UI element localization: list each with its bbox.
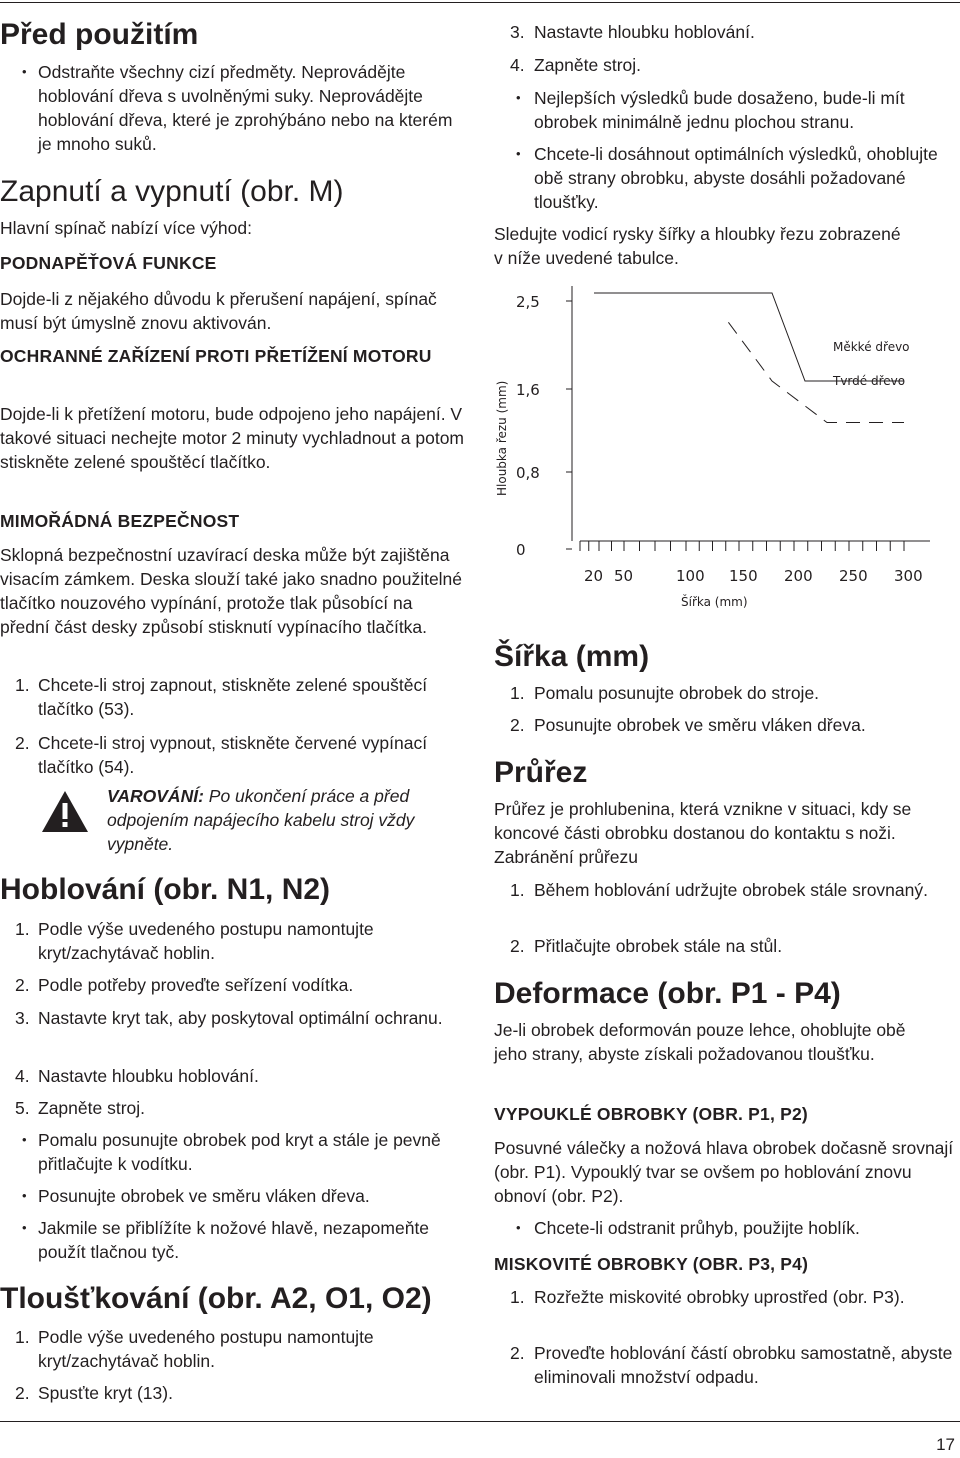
bullet-icon: • — [22, 64, 27, 79]
warning-icon — [40, 788, 90, 834]
list-item: 4. Nastavte hloubku hoblování. — [15, 1066, 259, 1086]
list-item: 3. Nastavte hloubku hoblování. — [510, 22, 755, 42]
paragraph: Sklopná bezpečnostní uzavírací deska může být zajištěna visacím zámkem. Deska slouží také jako snadno použitelné tlačítko nouzového vypínání, protože tlak působící na přední část desky způsobí stisknutí vypínacího tlačítka. — [0, 545, 463, 637]
y-axis-label: Hloubka řezu (mm) — [495, 380, 509, 496]
x-tick-label: 20 — [584, 567, 604, 585]
page-number: 17 — [936, 1435, 955, 1454]
x-tick-label: 300 — [894, 567, 923, 585]
x-axis-label: Šířka (mm) — [681, 595, 748, 609]
legend-label-soft-wood: Měkké dřevo — [833, 340, 910, 354]
bottom-rule — [0, 1421, 960, 1422]
paragraph: Je-li obrobek deformován pouze lehce, ohoblujte obě jeho strany, abyste získali požadovanou tloušťku. — [494, 1020, 906, 1064]
list-item: • Posunujte obrobek ve směru vláken dřeva. — [22, 1186, 370, 1206]
x-tick-label: 250 — [839, 567, 868, 585]
bullet-icon: • — [22, 1188, 27, 1203]
paragraph: Dojde-li z nějakého důvodu k přerušení napájení, spínač musí být úmyslně znovu aktivován. — [0, 289, 437, 333]
series-line-soft-wood — [594, 293, 904, 381]
section-title-pred-pouzitim: Před použitím — [0, 18, 199, 51]
list-item: 5. Zapněte stroj. — [15, 1098, 145, 1118]
list-item: 2. Podle potřeby proveďte seřízení vodítka. — [15, 975, 354, 995]
list-item: 1. Chcete-li stroj zapnout, stiskněte zelené spouštěcí tlačítko (53). — [15, 675, 428, 719]
list-item: 4. Zapněte stroj. — [510, 55, 641, 75]
subheading-mimoradna: MIMOŘÁDNÁ BEZPEČNOST — [0, 511, 240, 531]
section-title-deformace: Deformace (obr. P1 - P4) — [494, 977, 841, 1010]
list-item: • Pomalu posunujte obrobek pod kryt a stále je pevně přitlačujte k vodítku. — [22, 1130, 441, 1174]
section-title-tloustkovani: Tloušťkování (obr. A2, O1, O2) — [0, 1282, 432, 1315]
list-item: 1. Podle výše uvedeného postupu namontujte kryt/zachytávač hoblin. — [15, 919, 374, 963]
x-tick-label: 150 — [729, 567, 758, 585]
list-item: • Nejlepších výsledků bude dosaženo, bude-li mít obrobek minimálně jednu plochou stranu. — [516, 88, 905, 132]
subheading-vypoukle: VYPOUKLÉ OBROBKY (OBR. P1, P2) — [494, 1104, 808, 1124]
bullet-icon: • — [516, 146, 521, 161]
list-item: • Chcete-li dosáhnout optimálních výsledků, ohoblujte obě strany obrobku, abyste dosáhli požadované tloušťky. — [516, 144, 938, 212]
list-item: 1. Během hoblování udržujte obrobek stále srovnaný. — [510, 880, 928, 900]
list-item: 1. Pomalu posunujte obrobek do stroje. — [510, 683, 820, 703]
section-title-prurez: Průřez — [494, 756, 588, 789]
x-tick-label: 200 — [784, 567, 813, 585]
list-item: 1. Podle výše uvedeného postupu namontujte kryt/zachytávač hoblin. — [15, 1327, 374, 1371]
bullet-icon: • — [516, 90, 521, 105]
list-item: 3. Nastavte kryt tak, aby poskytoval optimální ochranu. — [15, 1008, 443, 1028]
list-item: • Jakmile se přiblížíte k nožové hlavě, nezapomeňte použít tlačnou tyč. — [22, 1218, 430, 1262]
bullet-icon: • — [516, 1220, 521, 1235]
list-item: 2. Proveďte hoblování částí obrobku samostatně, abyste eliminovali množství odpadu. — [510, 1343, 953, 1387]
y-tick-label: 1,6 — [516, 381, 540, 399]
list-item: 2. Přitlačujte obrobek stále na stůl. — [510, 936, 783, 956]
paragraph: Hlavní spínač nabízí více výhod: — [0, 218, 252, 238]
list-item: • Odstraňte všechny cizí předměty. Neprovádějte hoblování dřeva s uvolněnými suky. Neprovádějte hoblování dřeva, které je zprohýbáno nebo na kterém je mnoho suků. — [22, 62, 453, 154]
series-line-hard-wood — [728, 322, 904, 422]
x-tick-label: 50 — [614, 567, 634, 585]
list-item: 2. Spusťte kryt (13). — [15, 1383, 173, 1403]
legend-label-hard-wood: Tvrdé dřevo — [833, 374, 906, 388]
list-item: 1. Rozřežte miskovité obrobky uprostřed (obr. P3). — [510, 1287, 905, 1307]
paragraph: Dojde-li k přetížení motoru, bude odpojeno jeho napájení. V takové situaci nechejte motor 2 minuty vychladnout a potom stiskněte zelené spouštěcí tlačítko. — [0, 404, 464, 472]
depth-width-chart — [494, 276, 960, 616]
bullet-icon: • — [22, 1220, 27, 1235]
subheading-ochranne: OCHRANNÉ ZAŘÍZENÍ PROTI PŘETÍŽENÍ MOTORU — [0, 346, 432, 366]
bullet-icon: • — [22, 1132, 27, 1147]
list-item: 2. Posunujte obrobek ve směru vláken dřeva. — [510, 715, 866, 735]
subheading-podnapetova: PODNAPĚŤOVÁ FUNKCE — [0, 253, 217, 273]
warning-label: VAROVÁNÍ: — [107, 786, 204, 806]
section-title-zapnuti: Zapnutí a vypnutí (obr. M) — [0, 175, 344, 208]
x-tick-label: 100 — [676, 567, 705, 585]
warning-text: VAROVÁNÍ: Po ukončení práce a před odpojením napájecího kabelu stroj vždy vypněte. — [107, 786, 415, 854]
subheading-miskovite: MISKOVITÉ OBROBKY (OBR. P3, P4) — [494, 1254, 809, 1274]
section-title-hoblovani: Hoblování (obr. N1, N2) — [0, 873, 331, 906]
y-tick-label: 0 — [516, 541, 526, 559]
paragraph: Posuvné válečky a nožová hlava obrobek dočasně srovnají (obr. P1). Vypouklý tvar se ovšem po hoblování znovu obnoví (obr. P2). — [494, 1138, 954, 1206]
section-title-sirka: Šířka (mm) — [494, 640, 650, 673]
y-tick-label: 0,8 — [516, 464, 540, 482]
y-tick-label: 2,5 — [516, 293, 540, 311]
list-item: • Chcete-li odstranit průhyb, použijte hoblík. — [516, 1218, 860, 1238]
paragraph: Průřez je prohlubenina, která vznikne v situaci, kdy se koncové části obrobku dostanou do kontaktu s noži. Zabránění průřezu — [494, 799, 912, 867]
top-rule — [0, 2, 960, 3]
list-item: 2. Chcete-li stroj vypnout, stiskněte červené vypínací tlačítko (54). — [15, 733, 428, 777]
paragraph: Sledujte vodicí rysky šířky a hloubky řezu zobrazené v níže uvedené tabulce. — [494, 224, 901, 268]
